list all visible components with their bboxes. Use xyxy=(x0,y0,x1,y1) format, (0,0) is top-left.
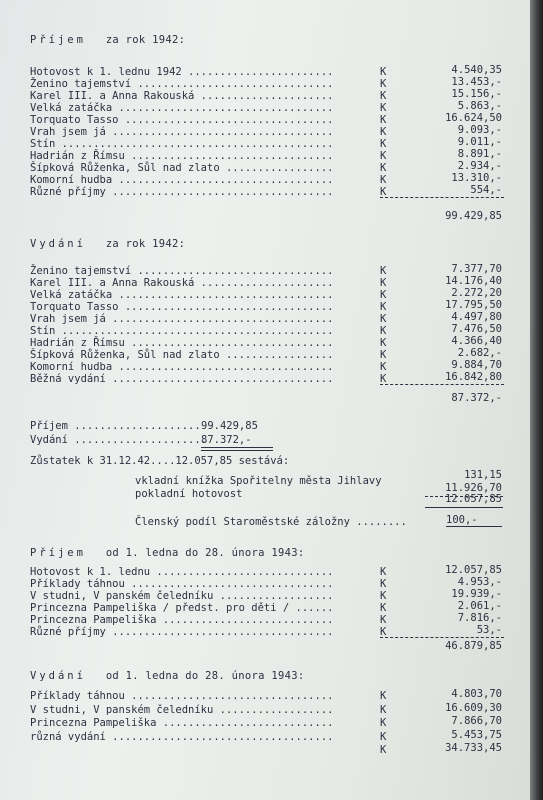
ledger-item-amount: 5.863,- xyxy=(457,100,502,112)
currency-mark: K xyxy=(380,102,387,114)
heading-period: za rok 1942: xyxy=(105,238,186,250)
ledger-item-amount: 2.061,- xyxy=(457,600,502,612)
ledger-item-label: Ženino tajemství ............................... xyxy=(30,265,334,277)
ledger-item-amount: 2.682,- xyxy=(457,347,502,359)
currency-mark: K xyxy=(380,744,387,756)
ledger-item-label: Torquato Tasso ................................. xyxy=(30,301,334,313)
section-underline xyxy=(380,197,504,198)
ledger-item-amount: 7.866,70 xyxy=(451,715,502,727)
ledger-item-label: Různé příjmy ................................... xyxy=(30,186,334,198)
currency-mark: K xyxy=(380,602,387,614)
currency-mark: K xyxy=(380,114,387,126)
currency-mark: K xyxy=(380,301,387,313)
ledger-item-label: Karel III. a Anna Rakouská ..................... xyxy=(30,277,334,289)
ledger-item-label: Karel III. a Anna Rakouská ..................... xyxy=(30,90,334,102)
currency-mark: K xyxy=(380,730,387,743)
ledger-item-amount: 5.453,75 xyxy=(451,728,502,741)
section-total: 34.733,45 xyxy=(445,742,502,754)
currency-mark: K xyxy=(380,690,387,702)
currency-mark: K xyxy=(380,361,387,373)
ledger-item-label: Různé příjmy ................................... xyxy=(30,626,334,638)
cash-label: pokladní hotovost xyxy=(135,488,243,500)
currency-mark: K xyxy=(380,373,387,385)
ledger-item-amount: 7.377,70 xyxy=(451,263,502,275)
ledger-item-amount: 13.310,- xyxy=(451,172,502,184)
sum-underline xyxy=(425,507,503,508)
summary-underline-double xyxy=(201,450,273,451)
ledger-item-label: Ženino tajemství ............................... xyxy=(30,78,334,90)
currency-mark: K xyxy=(380,313,387,325)
ledger-item-amount: 19.939,- xyxy=(451,588,502,600)
ledger-item-amount: 16.609,30 xyxy=(445,701,502,714)
ledger-item-amount: 15.156,- xyxy=(451,88,502,100)
currency-mark: K xyxy=(380,186,387,198)
ledger-item-label: Vrah jsem já ................................... xyxy=(30,313,334,325)
ledger-item-label: Hadrián z Římsu ................................ xyxy=(30,150,334,162)
share-value: 100,- xyxy=(446,514,478,526)
currency-mark: K xyxy=(380,566,387,578)
holdings-sum-value: 12.057,85 xyxy=(445,493,502,505)
ledger-item-amount: 4.366,40 xyxy=(451,335,502,347)
currency-mark: K xyxy=(380,325,387,337)
section-heading-income-1942 xyxy=(30,34,185,46)
currency-mark: K xyxy=(380,66,387,78)
section-underline xyxy=(380,384,504,385)
share-underline xyxy=(446,526,502,527)
ledger-item-amount: 8.891,- xyxy=(457,148,502,160)
ledger-item-amount: 4.497,80 xyxy=(451,311,502,323)
heading-word: Příjem xyxy=(30,547,86,559)
currency-mark: K xyxy=(380,277,387,289)
passbook-value: 131,15 xyxy=(464,469,502,481)
section-heading-expenses-1943 xyxy=(30,670,304,682)
currency-mark: K xyxy=(380,138,387,150)
heading-word: Vydání xyxy=(30,670,86,682)
ledger-item-label: Princezna Pampeliška / předst. pro děti / ...... xyxy=(30,602,334,614)
ledger-item-amount: 7.476,50 xyxy=(451,323,502,335)
passbook-label: vkladní knížka Spořitelny města Jihlavy xyxy=(135,475,382,487)
ledger-item-label: Hotovost k 1. lednu 1942 ....................... xyxy=(30,66,334,78)
ledger-item-label: Běžná vydání ................................... xyxy=(30,373,334,385)
summary-underline xyxy=(201,447,273,448)
currency-mark: K xyxy=(380,78,387,90)
currency-mark: K xyxy=(380,703,387,716)
ledger-item-label: Stín ........................................... xyxy=(30,325,334,337)
heading-word: Vydání xyxy=(30,238,86,250)
ledger-item-amount: 14.176,40 xyxy=(445,275,502,287)
heading-period: za rok 1942: xyxy=(105,34,186,46)
ledger-item-amount: 554,- xyxy=(470,184,502,196)
ledger-item-label: Princezna Pampeliška ........................... xyxy=(30,614,334,626)
currency-mark: K xyxy=(380,349,387,361)
ledger-item-amount: 4.953,- xyxy=(457,576,502,588)
ledger-item-amount: 12.057,85 xyxy=(445,564,502,576)
section-total: 99.429,85 xyxy=(445,210,502,222)
summary-expense-value: 87.372,- xyxy=(201,434,252,446)
ledger-item-amount: 4.803,70 xyxy=(451,688,502,700)
currency-mark: K xyxy=(380,590,387,602)
section-heading-expenses-1942 xyxy=(30,238,185,250)
currency-mark: K xyxy=(380,626,387,638)
ledger-item-amount: 13.453,- xyxy=(451,76,502,88)
summary-income-label: Příjem .................... xyxy=(30,420,201,432)
summary-expense-label: Vydání ..................... xyxy=(30,434,208,446)
ledger-item-label: Šípková Růženka, Sůl nad zlato ................. xyxy=(30,162,334,174)
ledger-item-label: Příklady táhnou ................................ xyxy=(30,690,334,702)
ledger-item-label: Princezna Pampeliška ........................... xyxy=(30,717,334,729)
ledger-item-amount: 4.540,35 xyxy=(451,64,502,76)
ledger-item-amount: 16.842,80 xyxy=(445,371,502,383)
currency-mark: K xyxy=(380,126,387,138)
ledger-item-label: Komorní hudba .................................. xyxy=(30,174,334,186)
ledger-item-label: Torquato Tasso ................................. xyxy=(30,114,334,126)
ledger-item-amount: 53,- xyxy=(476,624,502,636)
currency-mark: K xyxy=(380,614,387,626)
currency-mark: K xyxy=(380,150,387,162)
ledger-item-amount: 16.624,50 xyxy=(445,112,502,124)
ledger-item-label: Velká zatáčka .................................. xyxy=(30,289,334,301)
section-underline xyxy=(380,637,504,638)
ledger-item-amount: 2.272,20 xyxy=(451,287,502,299)
ledger-item-label: V studni, V panském čeledníku .................. xyxy=(30,590,334,602)
cash-value: 11.926,70 xyxy=(445,482,502,494)
ledger-item-label: Hotovost k 1. lednu ............................ xyxy=(30,566,334,578)
ledger-item-label: různá vydání ................................... xyxy=(30,730,334,743)
summary-income-value: 99.429,85 xyxy=(201,420,258,432)
heading-period: od 1. ledna do 28. února 1943: xyxy=(105,670,305,682)
ledger-item-amount: 17.795,50 xyxy=(445,299,502,311)
ledger-item-amount: 9.884,70 xyxy=(451,359,502,371)
ledger-item-amount: 2.934,- xyxy=(457,160,502,172)
ledger-item-label: Vrah jsem já ................................... xyxy=(30,126,334,138)
section-total: 46.879,85 xyxy=(445,640,502,652)
heading-period: od 1. ledna do 28. února 1943: xyxy=(105,547,305,559)
currency-mark: K xyxy=(380,578,387,590)
ledger-item-amount: 9.011,- xyxy=(457,136,502,148)
currency-mark: K xyxy=(380,337,387,349)
section-heading-income-1943 xyxy=(30,547,304,559)
ledger-item-label: Komorní hudba .................................. xyxy=(30,361,334,373)
currency-mark: K xyxy=(380,174,387,186)
share-label: Členský podíl Staroměstské záložny ........ xyxy=(135,516,407,528)
ledger-item-label: Hadrián z Římsu ................................ xyxy=(30,337,334,349)
ledger-item-label: Velká zatáčka .................................. xyxy=(30,102,334,114)
heading-word: Příjem xyxy=(30,34,86,46)
ledger-item-amount: 9.093,- xyxy=(457,124,502,136)
ledger-item-label: Příklady táhnou ................................ xyxy=(30,578,334,590)
ledger-item-amount: 7.816,- xyxy=(457,612,502,624)
currency-mark: K xyxy=(380,162,387,174)
currency-mark: K xyxy=(380,265,387,277)
currency-mark: K xyxy=(380,717,387,729)
section-total: 87.372,- xyxy=(451,392,502,404)
ledger-item-label: Šípková Růženka, Sůl nad zlato ................. xyxy=(30,349,334,361)
currency-mark: K xyxy=(380,289,387,301)
page-edge-shadow xyxy=(530,0,543,800)
ledger-item-label: V studni, V panském čeledníku .................. xyxy=(30,703,334,716)
ledger-item-label: Stín ........................................... xyxy=(30,138,334,150)
currency-mark: K xyxy=(380,90,387,102)
balance-line: Zůstatek k 31.12.42....12.057,85 sestává: xyxy=(30,455,290,467)
